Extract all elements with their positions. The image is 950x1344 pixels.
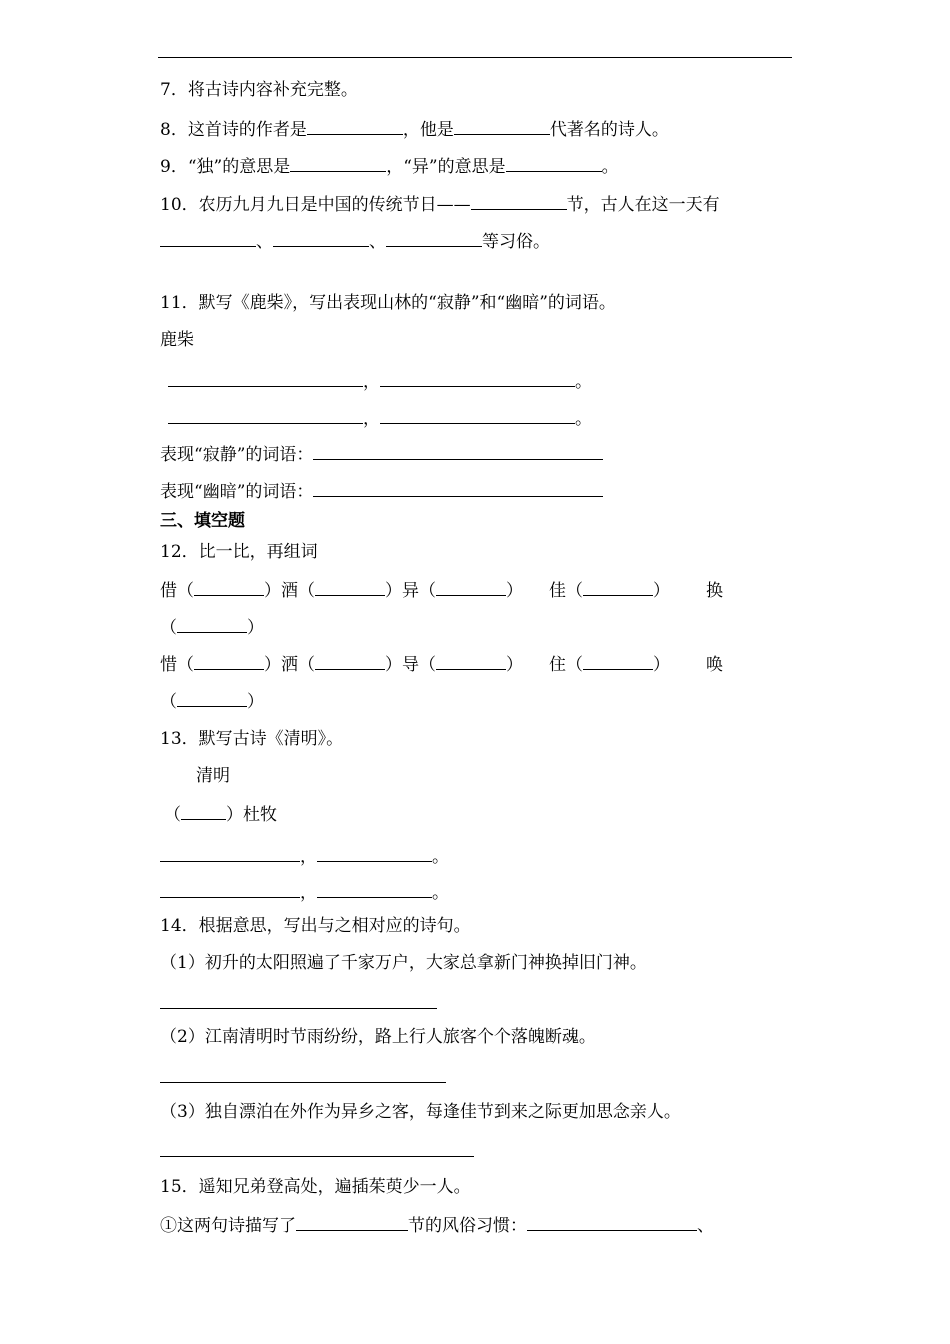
poem-blank[interactable] <box>317 844 432 862</box>
dark-words-line: 表现“幽暗”的词语： <box>160 479 603 503</box>
custom-blank-1[interactable] <box>160 229 256 247</box>
dynasty-blank[interactable] <box>181 802 226 820</box>
custom-blank[interactable] <box>527 1213 697 1231</box>
question-9: 9．“独”的意思是 ，“异”的意思是 。 <box>160 154 619 178</box>
word-blank[interactable] <box>194 652 264 670</box>
word-blank[interactable] <box>315 652 385 670</box>
meaning-item-3: （3）独自漂泊在外作为异乡之客，每逢佳节到来之际更加思念亲人。 <box>160 1102 681 1122</box>
du-meaning-blank[interactable] <box>290 154 386 172</box>
compare-row-2: 惜（ ）洒（ ）导（ ） 住（ ） 唤 <box>160 652 723 676</box>
poem-line-2: ， 。 <box>168 406 592 430</box>
custom-blank-2[interactable] <box>273 229 369 247</box>
question-12: 12．比一比，再组词 <box>160 542 318 562</box>
festival-blank[interactable] <box>296 1213 408 1231</box>
meaning-item-1: （1）初升的太阳照遍了千家万户，大家总拿新门神换掉旧门神。 <box>160 953 647 973</box>
question-8: 8．这首诗的作者是 ，他是 代著名的诗人。 <box>160 117 669 141</box>
word-blank[interactable] <box>436 652 506 670</box>
question-11: 11．默写《鹿柴》，写出表现山林的“寂静”和“幽暗”的词语。 <box>160 293 616 313</box>
compare-row-2-cont: （ ） <box>160 689 264 713</box>
answer-line-3[interactable] <box>160 1156 474 1157</box>
dynasty-blank[interactable] <box>454 117 550 135</box>
word-blank[interactable] <box>315 578 385 596</box>
question-15: 15．遥知兄弟登高处，遍插茱萸少一人。 <box>160 1177 471 1197</box>
header-rule <box>158 57 792 58</box>
section-heading: 三、填空题 <box>160 511 245 531</box>
qingming-line-1: ， 。 <box>160 844 449 868</box>
poem-blank[interactable] <box>160 844 300 862</box>
quiet-words-blank[interactable] <box>313 442 603 460</box>
word-blank[interactable] <box>583 578 653 596</box>
dynasty-author-line: （ ）杜牧 <box>164 802 277 826</box>
poem-blank[interactable] <box>317 880 432 898</box>
poem-blank[interactable] <box>380 369 575 387</box>
poem-blank[interactable] <box>380 406 575 424</box>
question-10-customs: 、 、 等习俗。 <box>160 229 550 253</box>
word-blank[interactable] <box>436 578 506 596</box>
word-blank[interactable] <box>177 615 247 633</box>
dark-words-blank[interactable] <box>313 479 603 497</box>
question-10: 10．农历九月九日是中国的传统节日—— 节，古人在这一天有 <box>160 192 720 216</box>
poem-title-qingming: 清明 <box>196 766 230 786</box>
custom-blank-3[interactable] <box>386 229 482 247</box>
poem-blank[interactable] <box>160 880 300 898</box>
compare-row-1-cont: （ ） <box>160 615 264 639</box>
yi-meaning-blank[interactable] <box>506 154 602 172</box>
question-13: 13．默写古诗《清明》。 <box>160 729 344 749</box>
meaning-item-2: （2）江南清明时节雨纷纷，路上行人旅客个个落魄断魂。 <box>160 1027 596 1047</box>
poem-blank[interactable] <box>168 369 363 387</box>
poem-title-luzhai: 鹿柴 <box>160 330 194 350</box>
word-blank[interactable] <box>177 689 247 707</box>
poem-line-1: ， 。 <box>168 369 592 393</box>
compare-row-1: 借（ ）酒（ ）异（ ） 佳（ ） 换 <box>160 578 723 602</box>
question-7: 7．将古诗内容补充完整。 <box>160 80 358 100</box>
word-blank[interactable] <box>583 652 653 670</box>
festival-blank[interactable] <box>471 192 567 210</box>
question-14: 14．根据意思，写出与之相对应的诗句。 <box>160 916 471 936</box>
question-15-part-1: ①这两句诗描写了 节的风俗习惯： 、 <box>160 1213 714 1237</box>
quiet-words-line: 表现“寂静”的词语： <box>160 442 603 466</box>
qingming-line-2: ， 。 <box>160 880 449 904</box>
poem-blank[interactable] <box>168 406 363 424</box>
answer-line-1[interactable] <box>160 1008 437 1009</box>
author-blank[interactable] <box>307 117 403 135</box>
answer-line-2[interactable] <box>160 1082 446 1083</box>
word-blank[interactable] <box>194 578 264 596</box>
